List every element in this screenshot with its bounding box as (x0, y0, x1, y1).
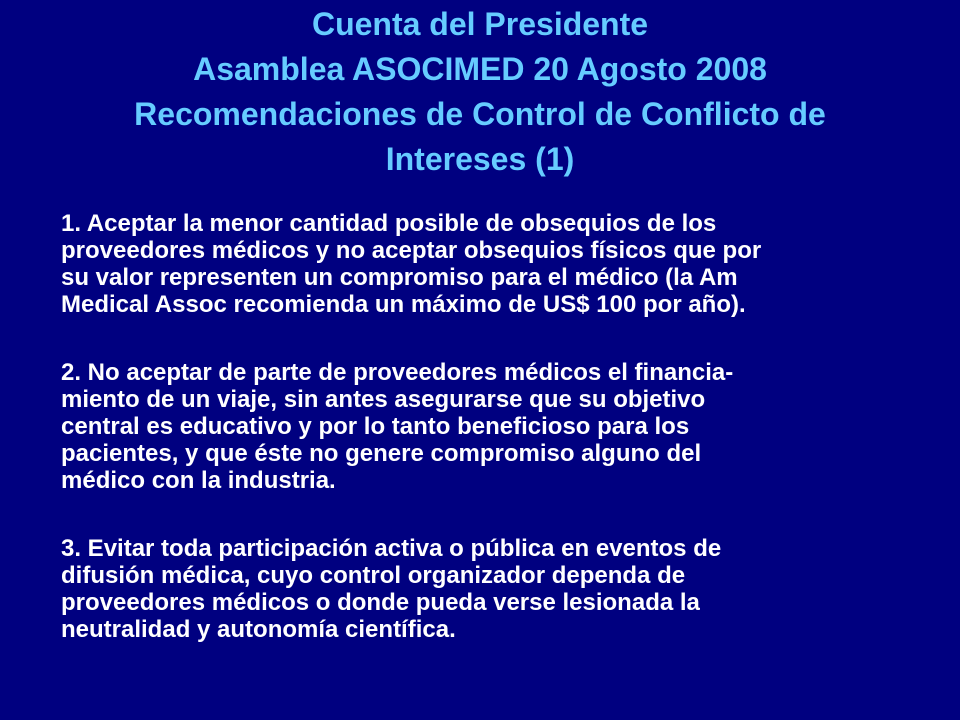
recommendation-3 (61, 535, 891, 643)
title-line: Asamblea ASOCIMED 20 Agosto 2008 (193, 51, 767, 87)
text-line: central es educativo y por lo tanto beneficioso para los (61, 413, 690, 440)
title-line: Cuenta del Presidente (311, 6, 649, 42)
title-line: Recomendaciones de Control de Conflicto de (134, 96, 826, 132)
text-line: miento de un viaje, sin antes asegurarse que su objetivo (61, 386, 706, 413)
slide-body (61, 210, 891, 643)
recommendation-2 (61, 359, 891, 494)
text-line: 1. Aceptar la menor cantidad posible de obsequios de los (61, 210, 717, 237)
text-line: difusión médica, cuyo control organizador dependa de (61, 562, 686, 589)
title-line: Intereses (1) (385, 141, 575, 177)
text-line: médico con la industria. (61, 467, 336, 494)
text-line: su valor representen un compromiso para el médico (la Am (61, 264, 738, 291)
text-line: proveedores médicos o donde pueda verse lesionada la (61, 589, 700, 616)
text-line: Medical Assoc recomienda un máximo de US$ 100 por año). (61, 291, 746, 318)
recommendation-1 (61, 210, 891, 318)
text-line: 3. Evitar toda participación activa o pública en eventos de (61, 535, 722, 562)
text-line: pacientes, y que éste no genere compromiso alguno del (61, 440, 702, 467)
text-line: 2. No aceptar de parte de proveedores médicos el financia- (61, 359, 734, 386)
slide-title (40, 2, 920, 182)
text-line: proveedores médicos y no aceptar obsequios físicos que por (61, 237, 762, 264)
text-line: neutralidad y autonomía científica. (61, 616, 456, 643)
